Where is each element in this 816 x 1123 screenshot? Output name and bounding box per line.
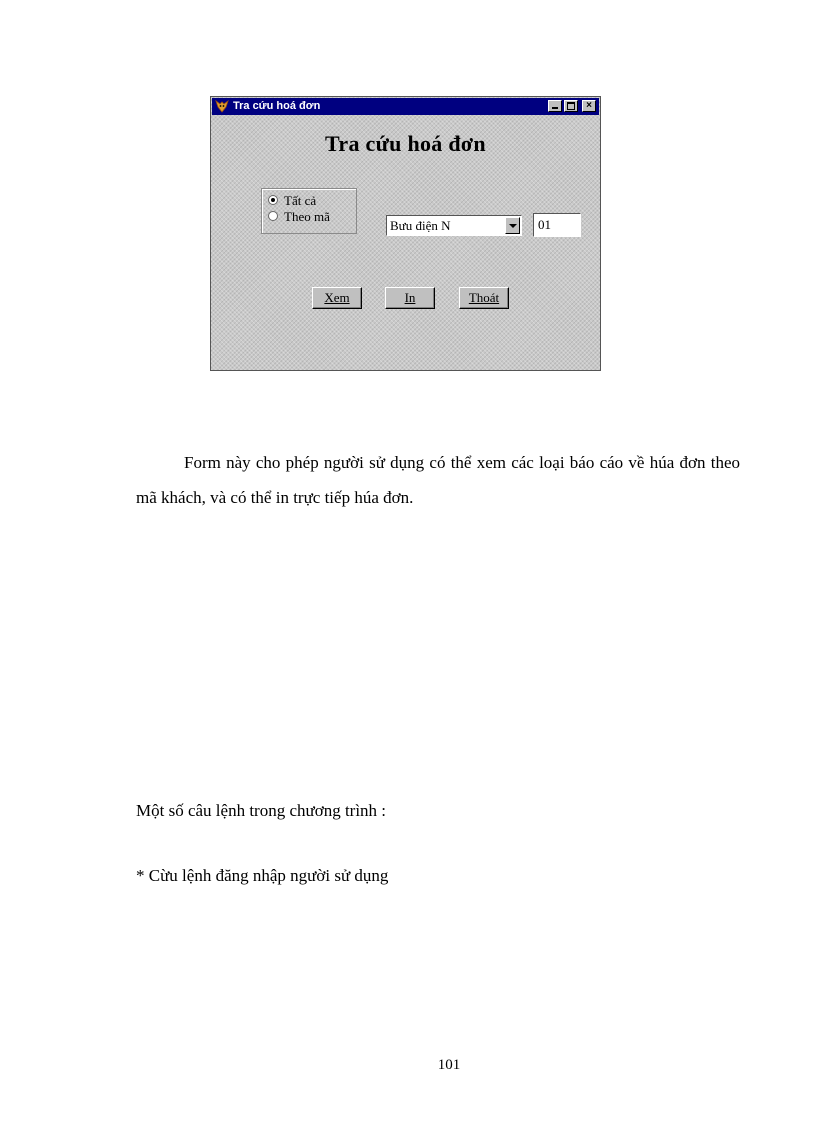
description-paragraph: Form này cho phép người sử dụng có thể xem các loại báo cáo về húa đơn theo mã khách, và có thể in trực tiếp húa đơn. — [136, 453, 740, 507]
option-all[interactable] — [268, 193, 316, 209]
option-by-code[interactable] — [268, 209, 330, 225]
radio-unselected-icon[interactable] — [268, 211, 278, 221]
option-all-label: Tất cả — [284, 193, 317, 208]
close-icon[interactable]: × — [582, 100, 596, 112]
window-title: Tra cứu hoá đơn — [233, 100, 321, 112]
chevron-down-icon[interactable] — [505, 217, 520, 234]
filter-option-group — [261, 188, 357, 234]
invoice-lookup-window — [210, 96, 601, 371]
app-icon — [215, 100, 229, 113]
radio-selected-icon[interactable] — [268, 195, 278, 205]
login-command-heading: * Cừu lệnh đăng nhập người sử dụng — [136, 866, 389, 885]
option-by-code-label: Theo mã — [284, 209, 330, 224]
print-button[interactable]: In — [385, 287, 435, 309]
form-heading: Tra cứu hoá đơn — [325, 131, 486, 156]
maximize-icon[interactable] — [564, 100, 578, 112]
view-button[interactable]: Xem — [312, 287, 362, 309]
customer-code-input[interactable]: 01 — [533, 213, 581, 237]
exit-button[interactable]: Thoát — [459, 287, 509, 309]
section-intro: Một số câu lệnh trong chương trình : — [136, 801, 387, 820]
window-titlebar[interactable] — [212, 98, 599, 115]
page-number: 101 — [437, 1057, 461, 1073]
minimize-icon[interactable] — [548, 100, 562, 112]
post-office-select-value: Bưu điện N — [390, 218, 451, 233]
post-office-select[interactable] — [386, 215, 522, 236]
